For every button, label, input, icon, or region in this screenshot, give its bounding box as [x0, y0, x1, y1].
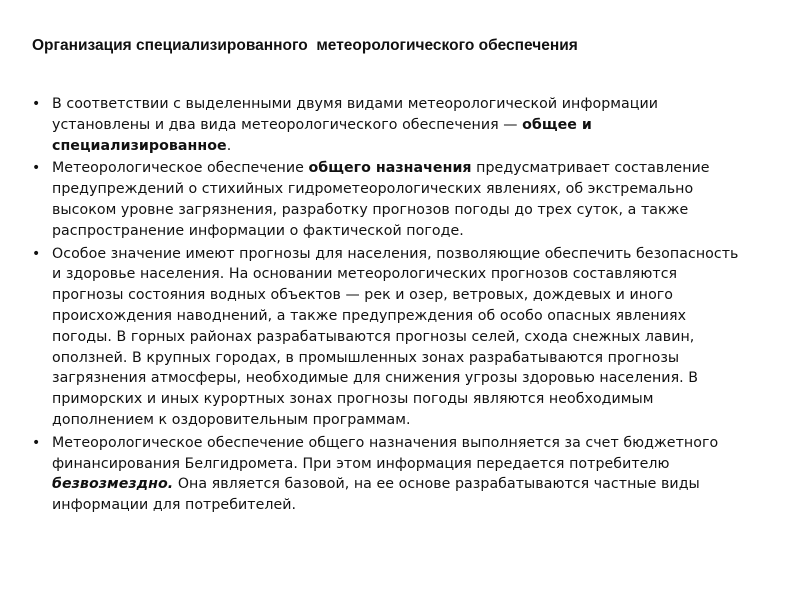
bullet-text-part: предусматривает составление предупреждений о стихийных гидрометеорологических явлениях, об экстремально высоком уровне загрязнения, разработку прогнозов погоды до трех суток, а также распространение информации о фактической погоде. [52, 160, 710, 239]
bullet-text-bold: общего назначения [308, 160, 472, 177]
slide-title: Организация специализированного метеорологического обеспечения [32, 37, 578, 54]
bullet-text-part: В соответствии с выделенными двумя видами метеорологической информации установлены и два вида метеорологического обеспечения — [52, 96, 659, 133]
bullet-dot-icon: • [32, 96, 41, 112]
bullet-text-bold: общее и специализированное [52, 116, 592, 154]
bullet-item [30, 433, 750, 516]
bullet-item [30, 158, 750, 241]
bullet-dot-icon: • [32, 245, 41, 262]
bullet-text-part: Метеорологическое обеспечение общего назначения выполняется за счет бюджетного финансирования Белгидромета. При этом информация передается потребителю [52, 434, 719, 472]
bullet-dot-icon: • [32, 434, 41, 451]
bullet-text-part: Особое значение имеют прогнозы для населения, позволяющие обеспечить безопасность и здоровье населения. На основании метеорологических прогнозов составляются прогнозы состояния водных объектов — рек и озер, ветровых, дождевых и иного происхождения наводнений, а также предупреждения об особо опасных явлениях погоды. В горных районах разрабатываются прогнозы селей, схода снежных лавин, оползней. В крупных городах, в промышленных зонах разрабатываются прогнозы загрязнения атмосферы, необходимые для снижения угрозы здоровью населения. В приморских и иных курортных зонах прогнозы погоды являются необходимым дополнением к оздоровительным программам. [52, 245, 739, 428]
bullet-item [30, 94, 750, 156]
bullet-text-bold-italic: безвозмездно. [52, 476, 174, 493]
bullet-text-part: Она является базовой, на ее основе разрабатываются частные виды информации для потребителей. [52, 476, 700, 514]
bullet-text-part: . [226, 137, 232, 154]
bullet-item [30, 244, 750, 431]
bullet-list [30, 94, 750, 518]
bullet-text-part: Метеорологическое обеспечение [52, 160, 309, 177]
bullet-dot-icon: • [32, 160, 41, 177]
